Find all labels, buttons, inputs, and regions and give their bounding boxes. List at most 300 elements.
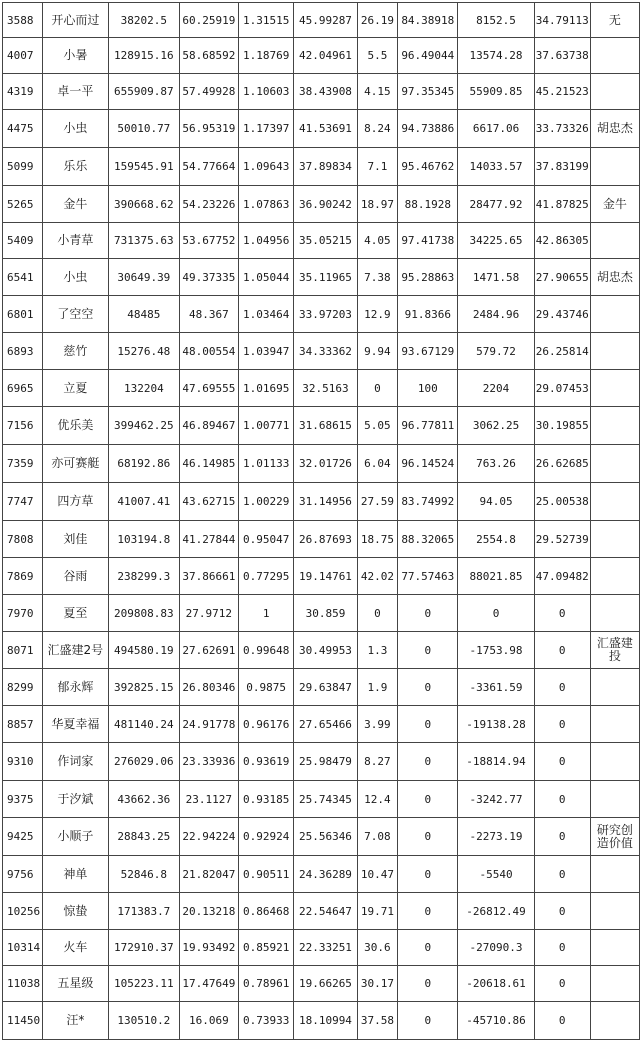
cell-name: 小虫 [42, 259, 108, 296]
table-row [3, 706, 640, 743]
cell-id: 9756 [3, 856, 43, 893]
cell-v4: 32.01726 [294, 445, 357, 483]
table-row [3, 521, 640, 558]
cell-v6: 96.77811 [398, 407, 458, 445]
cell-note [590, 893, 639, 930]
cell-name: 四方草 [42, 483, 108, 521]
table-row [3, 259, 640, 296]
cell-v5: 18.97 [357, 186, 398, 223]
cell-v1: 38202.5 [108, 3, 179, 38]
cell-name: 卓一平 [42, 74, 108, 110]
cell-v3: 1.09643 [238, 148, 293, 186]
cell-v3: 0.77295 [238, 558, 293, 595]
cell-id: 4475 [3, 110, 43, 148]
cell-v8: 0 [534, 856, 590, 893]
cell-v4: 18.10994 [294, 1002, 357, 1040]
cell-v8: 37.83199 [534, 148, 590, 186]
cell-note: 胡忠杰 [590, 259, 639, 296]
cell-v4: 35.11965 [294, 259, 357, 296]
cell-v3: 0.96176 [238, 706, 293, 743]
cell-v1: 43662.36 [108, 781, 179, 818]
cell-v2: 56.95319 [179, 110, 238, 148]
cell-v3: 1.03947 [238, 333, 293, 370]
cell-v2: 49.37335 [179, 259, 238, 296]
cell-v4: 19.66265 [294, 966, 357, 1002]
cell-id: 6893 [3, 333, 43, 370]
cell-v3: 1.01695 [238, 370, 293, 407]
table-row [3, 296, 640, 333]
cell-note [590, 669, 639, 706]
cell-id: 9425 [3, 818, 43, 856]
table-row [3, 743, 640, 781]
cell-v4: 22.33251 [294, 930, 357, 966]
cell-v7: -5540 [458, 856, 534, 893]
cell-v5: 37.58 [357, 1002, 398, 1040]
cell-v5: 9.94 [357, 333, 398, 370]
cell-id: 10256 [3, 893, 43, 930]
cell-note [590, 407, 639, 445]
cell-v8: 26.62685 [534, 445, 590, 483]
cell-note [590, 370, 639, 407]
cell-v4: 45.99287 [294, 3, 357, 38]
cell-v2: 37.86661 [179, 558, 238, 595]
cell-v2: 23.33936 [179, 743, 238, 781]
table-row [3, 483, 640, 521]
cell-v8: 29.07453 [534, 370, 590, 407]
cell-v5: 1.3 [357, 632, 398, 669]
cell-v6: 97.41738 [398, 223, 458, 259]
cell-id: 6965 [3, 370, 43, 407]
cell-v1: 28843.25 [108, 818, 179, 856]
cell-v2: 53.67752 [179, 223, 238, 259]
cell-v2: 23.1127 [179, 781, 238, 818]
cell-v8: 47.09482 [534, 558, 590, 595]
cell-v5: 0 [357, 370, 398, 407]
table-row [3, 893, 640, 930]
cell-v4: 42.04961 [294, 38, 357, 74]
cell-v3: 1.00229 [238, 483, 293, 521]
table-row [3, 632, 640, 669]
cell-id: 8299 [3, 669, 43, 706]
cell-v1: 52846.8 [108, 856, 179, 893]
cell-v4: 27.65466 [294, 706, 357, 743]
cell-v4: 26.87693 [294, 521, 357, 558]
cell-id: 5265 [3, 186, 43, 223]
cell-v2: 21.82047 [179, 856, 238, 893]
cell-id: 11038 [3, 966, 43, 1002]
cell-v6: 0 [398, 632, 458, 669]
cell-id: 6541 [3, 259, 43, 296]
cell-v5: 7.38 [357, 259, 398, 296]
cell-v7: 28477.92 [458, 186, 534, 223]
cell-v2: 27.9712 [179, 595, 238, 632]
cell-v7: 2204 [458, 370, 534, 407]
cell-v4: 19.14761 [294, 558, 357, 595]
cell-v8: 37.63738 [534, 38, 590, 74]
cell-name: 汇盛建2号 [42, 632, 108, 669]
cell-v7: -3242.77 [458, 781, 534, 818]
cell-v7: 13574.28 [458, 38, 534, 74]
cell-v5: 4.15 [357, 74, 398, 110]
cell-v3: 1 [238, 595, 293, 632]
cell-note: 金牛 [590, 186, 639, 223]
cell-v5: 4.05 [357, 223, 398, 259]
cell-note [590, 743, 639, 781]
cell-v6: 96.49044 [398, 38, 458, 74]
cell-v3: 0.78961 [238, 966, 293, 1002]
cell-name: 小暑 [42, 38, 108, 74]
table-row [3, 38, 640, 74]
cell-v8: 27.90655 [534, 259, 590, 296]
cell-v3: 1.01133 [238, 445, 293, 483]
cell-v3: 1.17397 [238, 110, 293, 148]
cell-v7: -3361.59 [458, 669, 534, 706]
cell-note [590, 483, 639, 521]
cell-v7: 34225.65 [458, 223, 534, 259]
cell-v8: 0 [534, 818, 590, 856]
cell-v1: 171383.7 [108, 893, 179, 930]
table-row [3, 223, 640, 259]
cell-v2: 22.94224 [179, 818, 238, 856]
cell-v8: 29.52739 [534, 521, 590, 558]
cell-v8: 25.00538 [534, 483, 590, 521]
cell-name: 汪* [42, 1002, 108, 1040]
cell-name: 神单 [42, 856, 108, 893]
table-row [3, 333, 640, 370]
cell-v3: 1.04956 [238, 223, 293, 259]
cell-v7: 2484.96 [458, 296, 534, 333]
cell-id: 7359 [3, 445, 43, 483]
cell-v4: 25.98479 [294, 743, 357, 781]
cell-v1: 392825.15 [108, 669, 179, 706]
cell-v8: 29.43746 [534, 296, 590, 333]
cell-v8: 0 [534, 966, 590, 1002]
data-table [2, 2, 640, 1040]
cell-v6: 0 [398, 856, 458, 893]
cell-note [590, 521, 639, 558]
cell-v8: 0 [534, 743, 590, 781]
cell-v4: 22.54647 [294, 893, 357, 930]
cell-v3: 1.05044 [238, 259, 293, 296]
cell-name: 小虫 [42, 110, 108, 148]
cell-v2: 27.62691 [179, 632, 238, 669]
cell-v4: 32.5163 [294, 370, 357, 407]
cell-v6: 88.32065 [398, 521, 458, 558]
cell-name: 作词家 [42, 743, 108, 781]
cell-id: 7869 [3, 558, 43, 595]
cell-v3: 1.03464 [238, 296, 293, 333]
cell-id: 7156 [3, 407, 43, 445]
cell-id: 8857 [3, 706, 43, 743]
cell-name: 五星级 [42, 966, 108, 1002]
cell-v2: 16.069 [179, 1002, 238, 1040]
cell-v5: 7.08 [357, 818, 398, 856]
cell-name: 亦可赛艇 [42, 445, 108, 483]
cell-v5: 5.05 [357, 407, 398, 445]
cell-v7: 55909.85 [458, 74, 534, 110]
cell-v8: 0 [534, 781, 590, 818]
cell-v8: 0 [534, 706, 590, 743]
cell-v1: 128915.16 [108, 38, 179, 74]
cell-id: 3588 [3, 3, 43, 38]
cell-v7: -26812.49 [458, 893, 534, 930]
cell-v1: 132204 [108, 370, 179, 407]
cell-v7: -1753.98 [458, 632, 534, 669]
table-row [3, 966, 640, 1002]
cell-v8: 0 [534, 930, 590, 966]
cell-v7: 763.26 [458, 445, 534, 483]
cell-v1: 130510.2 [108, 1002, 179, 1040]
cell-v6: 0 [398, 893, 458, 930]
cell-note [590, 966, 639, 1002]
cell-v5: 6.04 [357, 445, 398, 483]
cell-v1: 238299.3 [108, 558, 179, 595]
cell-v7: -45710.86 [458, 1002, 534, 1040]
table-row [3, 669, 640, 706]
cell-v6: 0 [398, 966, 458, 1002]
cell-v6: 83.74992 [398, 483, 458, 521]
cell-note [590, 38, 639, 74]
cell-v1: 655909.87 [108, 74, 179, 110]
cell-v8: 41.87825 [534, 186, 590, 223]
cell-v3: 0.99648 [238, 632, 293, 669]
cell-v4: 33.97203 [294, 296, 357, 333]
cell-v1: 172910.37 [108, 930, 179, 966]
cell-v7: -18814.94 [458, 743, 534, 781]
cell-v6: 0 [398, 595, 458, 632]
cell-v5: 12.9 [357, 296, 398, 333]
cell-v8: 30.19855 [534, 407, 590, 445]
cell-name: 小顺子 [42, 818, 108, 856]
table-row [3, 1002, 640, 1040]
table-row [3, 781, 640, 818]
cell-v1: 209808.83 [108, 595, 179, 632]
cell-v6: 96.14524 [398, 445, 458, 483]
cell-name: 立夏 [42, 370, 108, 407]
table-row [3, 74, 640, 110]
cell-v6: 88.1928 [398, 186, 458, 223]
cell-note: 无 [590, 3, 639, 38]
cell-v3: 1.10603 [238, 74, 293, 110]
cell-id: 10314 [3, 930, 43, 966]
cell-v6: 84.38918 [398, 3, 458, 38]
cell-id: 7808 [3, 521, 43, 558]
cell-name: 金牛 [42, 186, 108, 223]
table-row [3, 148, 640, 186]
cell-v1: 48485 [108, 296, 179, 333]
table-body [3, 3, 640, 1040]
cell-note: 研究创造价值 [590, 818, 639, 856]
cell-v6: 100 [398, 370, 458, 407]
cell-v6: 91.8366 [398, 296, 458, 333]
cell-name: 慈竹 [42, 333, 108, 370]
cell-v3: 0.86468 [238, 893, 293, 930]
cell-note [590, 148, 639, 186]
cell-v8: 26.25814 [534, 333, 590, 370]
cell-v1: 50010.77 [108, 110, 179, 148]
cell-v7: 14033.57 [458, 148, 534, 186]
cell-v4: 30.859 [294, 595, 357, 632]
cell-v8: 33.73326 [534, 110, 590, 148]
cell-v6: 0 [398, 781, 458, 818]
cell-v2: 48.367 [179, 296, 238, 333]
cell-v7: 2554.8 [458, 521, 534, 558]
cell-v3: 0.85921 [238, 930, 293, 966]
cell-id: 7970 [3, 595, 43, 632]
table-row [3, 930, 640, 966]
cell-name: 谷雨 [42, 558, 108, 595]
cell-v1: 103194.8 [108, 521, 179, 558]
cell-v3: 1.31515 [238, 3, 293, 38]
cell-v4: 25.74345 [294, 781, 357, 818]
cell-v5: 12.4 [357, 781, 398, 818]
cell-v2: 46.89467 [179, 407, 238, 445]
cell-v5: 19.71 [357, 893, 398, 930]
cell-v7: -19138.28 [458, 706, 534, 743]
cell-v1: 390668.62 [108, 186, 179, 223]
cell-v5: 26.19 [357, 3, 398, 38]
cell-v3: 1.18769 [238, 38, 293, 74]
cell-v6: 0 [398, 669, 458, 706]
cell-note [590, 296, 639, 333]
cell-note: 汇盛建投 [590, 632, 639, 669]
cell-name: 于汐斌 [42, 781, 108, 818]
cell-v3: 0.92924 [238, 818, 293, 856]
cell-v6: 94.73886 [398, 110, 458, 148]
cell-v7: 94.05 [458, 483, 534, 521]
cell-note [590, 1002, 639, 1040]
cell-v7: 0 [458, 595, 534, 632]
cell-v6: 0 [398, 930, 458, 966]
cell-name: 惊蛰 [42, 893, 108, 930]
cell-name: 郁永辉 [42, 669, 108, 706]
cell-note [590, 930, 639, 966]
cell-v2: 20.13218 [179, 893, 238, 930]
cell-v3: 0.73933 [238, 1002, 293, 1040]
cell-note [590, 856, 639, 893]
cell-v2: 47.69555 [179, 370, 238, 407]
cell-v8: 0 [534, 669, 590, 706]
cell-note [590, 558, 639, 595]
cell-note: 胡忠杰 [590, 110, 639, 148]
cell-v7: 579.72 [458, 333, 534, 370]
cell-v2: 58.68592 [179, 38, 238, 74]
cell-v2: 19.93492 [179, 930, 238, 966]
cell-note [590, 706, 639, 743]
cell-v5: 42.02 [357, 558, 398, 595]
cell-v5: 18.75 [357, 521, 398, 558]
cell-v7: -20618.61 [458, 966, 534, 1002]
cell-v8: 0 [534, 893, 590, 930]
cell-v2: 48.00554 [179, 333, 238, 370]
cell-v7: -27090.3 [458, 930, 534, 966]
table-row [3, 558, 640, 595]
cell-v1: 15276.48 [108, 333, 179, 370]
cell-v2: 17.47649 [179, 966, 238, 1002]
cell-v1: 41007.41 [108, 483, 179, 521]
table-row [3, 110, 640, 148]
cell-v3: 0.95047 [238, 521, 293, 558]
cell-v4: 30.49953 [294, 632, 357, 669]
cell-v6: 93.67129 [398, 333, 458, 370]
cell-v3: 0.93185 [238, 781, 293, 818]
cell-v5: 8.24 [357, 110, 398, 148]
cell-v3: 1.00771 [238, 407, 293, 445]
cell-v7: 88021.85 [458, 558, 534, 595]
cell-v7: -2273.19 [458, 818, 534, 856]
cell-v2: 46.14985 [179, 445, 238, 483]
cell-id: 9375 [3, 781, 43, 818]
cell-v4: 37.89834 [294, 148, 357, 186]
cell-v6: 95.28863 [398, 259, 458, 296]
table-row [3, 186, 640, 223]
cell-v4: 41.53691 [294, 110, 357, 148]
cell-name: 华夏幸福 [42, 706, 108, 743]
cell-v5: 30.6 [357, 930, 398, 966]
cell-v2: 43.62715 [179, 483, 238, 521]
cell-v2: 24.91778 [179, 706, 238, 743]
cell-v3: 0.90511 [238, 856, 293, 893]
cell-id: 6801 [3, 296, 43, 333]
cell-name: 开心而过 [42, 3, 108, 38]
cell-v3: 0.9875 [238, 669, 293, 706]
cell-v5: 8.27 [357, 743, 398, 781]
cell-v4: 34.33362 [294, 333, 357, 370]
cell-name: 夏至 [42, 595, 108, 632]
cell-v1: 30649.39 [108, 259, 179, 296]
cell-name: 刘佳 [42, 521, 108, 558]
cell-id: 7747 [3, 483, 43, 521]
cell-v8: 42.86305 [534, 223, 590, 259]
cell-v5: 30.17 [357, 966, 398, 1002]
cell-v2: 54.77664 [179, 148, 238, 186]
cell-v6: 95.46762 [398, 148, 458, 186]
cell-v2: 54.23226 [179, 186, 238, 223]
cell-v1: 276029.06 [108, 743, 179, 781]
cell-v4: 38.43908 [294, 74, 357, 110]
cell-v8: 0 [534, 632, 590, 669]
table-row [3, 856, 640, 893]
cell-v2: 26.80346 [179, 669, 238, 706]
cell-v6: 0 [398, 743, 458, 781]
cell-v4: 31.68615 [294, 407, 357, 445]
cell-v5: 27.59 [357, 483, 398, 521]
cell-id: 8071 [3, 632, 43, 669]
cell-name: 小青草 [42, 223, 108, 259]
cell-v4: 35.05215 [294, 223, 357, 259]
cell-v2: 41.27844 [179, 521, 238, 558]
cell-v5: 5.5 [357, 38, 398, 74]
cell-v7: 6617.06 [458, 110, 534, 148]
cell-v4: 29.63847 [294, 669, 357, 706]
cell-name: 了空空 [42, 296, 108, 333]
cell-v8: 0 [534, 595, 590, 632]
cell-v3: 0.93619 [238, 743, 293, 781]
cell-v6: 0 [398, 706, 458, 743]
cell-note [590, 333, 639, 370]
table-row [3, 370, 640, 407]
cell-note [590, 595, 639, 632]
cell-v5: 1.9 [357, 669, 398, 706]
cell-v7: 3062.25 [458, 407, 534, 445]
cell-v4: 24.36289 [294, 856, 357, 893]
cell-note [590, 445, 639, 483]
cell-v5: 10.47 [357, 856, 398, 893]
cell-note [590, 781, 639, 818]
cell-v6: 0 [398, 818, 458, 856]
cell-v2: 57.49928 [179, 74, 238, 110]
cell-v6: 0 [398, 1002, 458, 1040]
